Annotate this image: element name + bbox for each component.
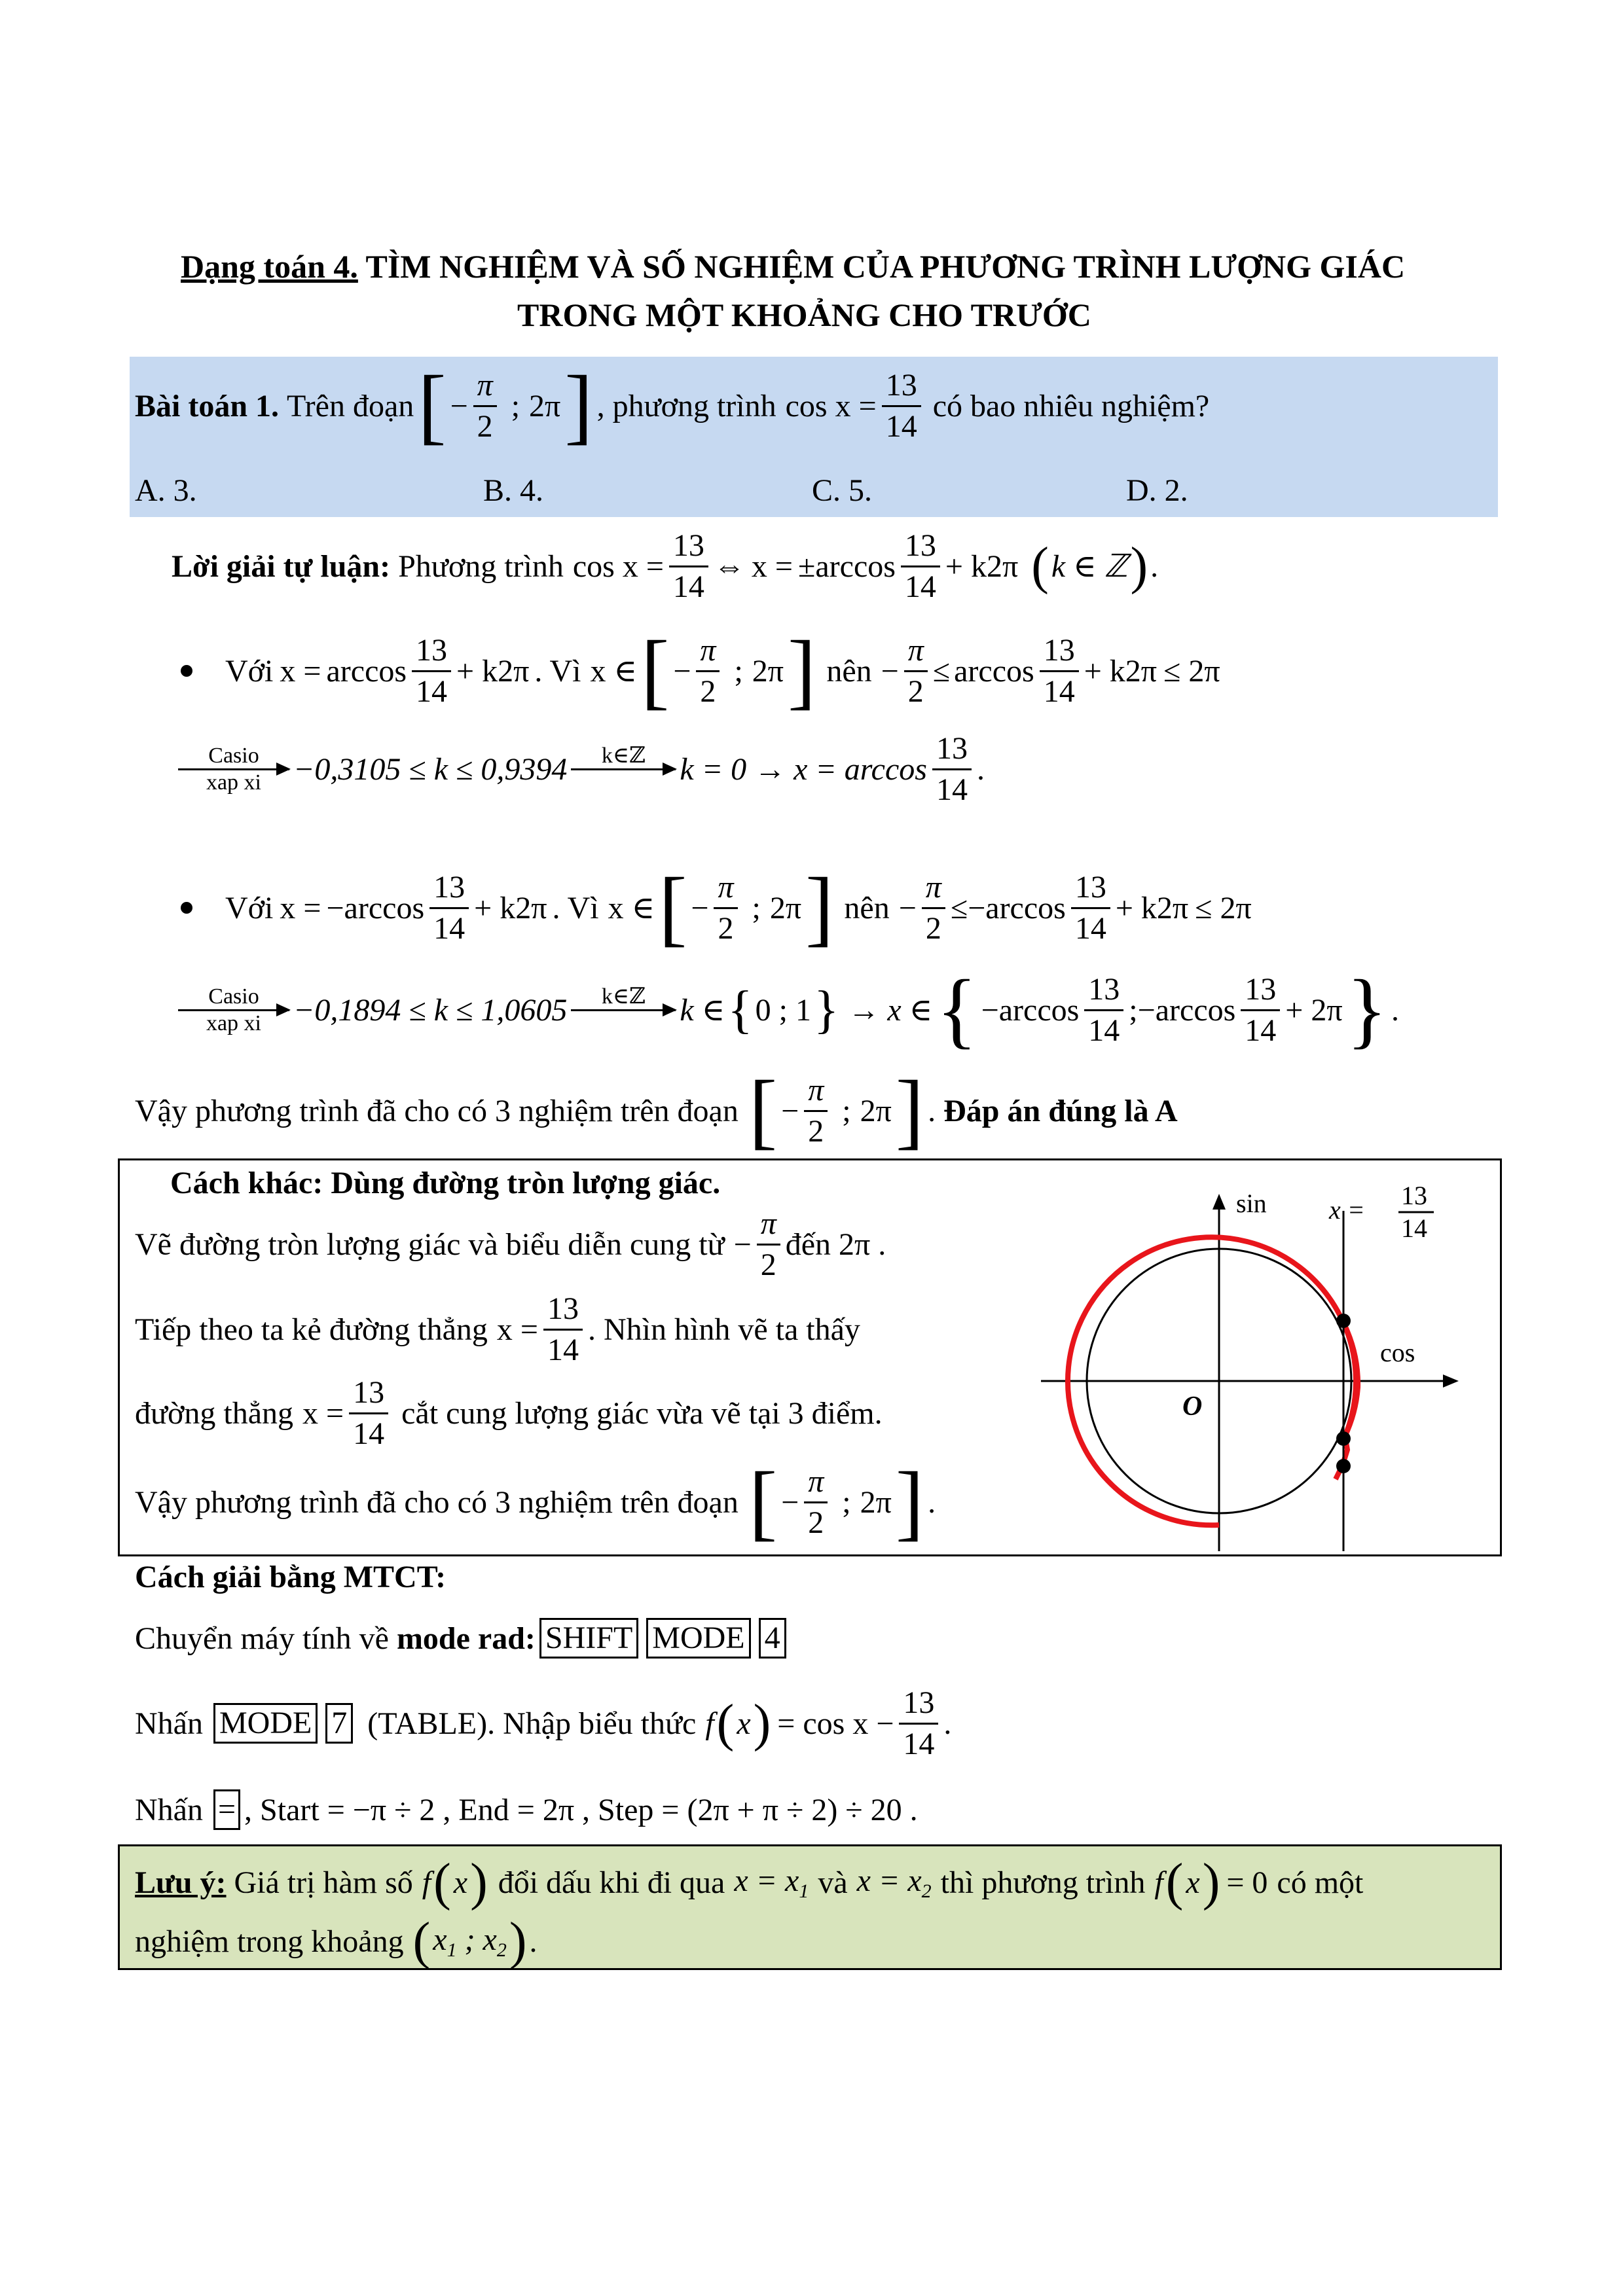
origin-label: O [1182,1391,1203,1422]
conclusion-line [135,1064,1178,1158]
page-title [181,247,1405,285]
brace-open-big: { [936,963,977,1057]
solution-intro [172,524,1158,609]
case1-prefix: Với [225,653,274,689]
fraction-13-14: $\frac{13}{14}$ [669,530,708,603]
x-var: x [453,1865,468,1900]
minus-sign: − [881,653,899,689]
press-label: Nhấn [135,1706,203,1741]
fig-den-14: 14 [1401,1213,1427,1243]
intersection-point-1 [1336,1314,1351,1328]
title-line2-text: TRONG MỘT KHOẢNG CHO TRƯỚC [517,296,1091,333]
arccos: arccos [344,890,425,925]
period: . [529,1924,538,1959]
period: . [1391,992,1400,1028]
plus-minus: ± [798,548,816,584]
alt-line4-text: Vậy phương trình đã cho có 3 nghiệm trên đoạn [135,1484,739,1520]
mtct-line3 [135,1780,918,1839]
paren-close: ) [753,1695,771,1752]
interval: $x_1$ ; $x_2$ [433,1922,507,1961]
alt-line3 [135,1371,883,1456]
fraction-13-14: $\frac{13}{14}$ [349,1377,388,1450]
k2pi: + k2π [945,548,1019,584]
fraction-13-14: $\frac{13}{14}$ [1071,872,1110,944]
paren-close: ) [1202,1854,1220,1911]
mode-rad-label: mode rad: [396,1621,536,1656]
minus-sign: − [898,890,917,925]
fx: f [1154,1865,1163,1900]
semicolon: ; [842,1484,851,1520]
alt-line3-text: đường thẳng [135,1395,294,1431]
fraction-13-14: $\frac{13}{14}$ [899,1687,938,1760]
option-a[interactable]: A. 3. [135,473,197,508]
fraction-13-14: $\frac{13}{14}$ [1040,635,1079,708]
two-pi: 2π [769,890,802,925]
case1-line [181,624,1220,718]
alt-line3-end: cắt cung lượng giác vừa vẽ tại 3 điểm. [401,1395,883,1431]
brace-open: { [727,981,753,1039]
cos-equation: cos x = [572,548,664,584]
alt-method-title: Cách khác: Dùng đường tròn lượng giác. [170,1166,721,1200]
semicolon: ; [752,890,761,925]
fraction-13-14: $\frac{13}{14}$ [543,1293,583,1366]
solution-intro-text: Phương trình [398,548,564,584]
equivalence: ⇔ [713,548,745,584]
fraction-pi-2: $\frac{\pi}{2}$ [714,872,737,944]
page-title-line2 [517,296,1091,334]
minus-sign: − [733,1227,752,1262]
unit-circle-figure [1021,1172,1493,1558]
fraction-pi-2: $\frac{\pi}{2}$ [804,1075,828,1147]
semicolon: ; [842,1093,851,1128]
case2-k: k ∈ [680,993,725,1028]
case1-nen: nên [826,653,872,689]
bracket-close: ] [895,1064,924,1158]
case1-range: −0,3105 ≤ k ≤ 0,9394 [293,751,568,787]
press-label: Nhấn [135,1792,203,1827]
problem-text-a: Trên đoạn [287,388,414,423]
fraction-pi-2: $\frac{\pi}{2}$ [473,370,497,442]
k-integer-arrow: k∈ℤ [571,745,676,794]
minus-sign: − [1137,992,1156,1028]
paren-open: ( [412,1912,431,1970]
le: ≤ [932,653,951,689]
bullet [181,902,192,914]
bracket-close: ] [805,861,834,955]
note-text4: thì phương trình [940,1865,1146,1900]
intersection-point-3 [1336,1459,1351,1473]
bracket-open: [ [418,359,447,453]
cos-equation: cos x = [785,388,877,423]
period: . [976,751,985,787]
fraction-pi-2: $\frac{\pi}{2}$ [904,635,928,708]
x-var: x [737,1706,751,1741]
case2-mid: . Vì [552,890,599,925]
fraction-13-14: $\frac{13}{14}$ [901,530,940,603]
paren-open: ( [1031,537,1049,595]
note-line2 [135,1912,538,1970]
bracket-close: ] [895,1455,924,1549]
paren-open: ( [1165,1854,1184,1911]
two-pi: 2π [752,653,784,689]
sin-axis-arrow [1213,1194,1226,1210]
alt-line1-end: đến 2π . [785,1227,886,1262]
eq-cos: = cos x − [777,1706,894,1741]
two-pi: 2π [860,1093,892,1128]
x-equals: x = [302,1395,344,1431]
paren-open: ( [716,1695,735,1752]
answer-text: Đáp án đúng là A [943,1093,1178,1128]
shift-key[interactable]: SHIFT [539,1618,638,1658]
mode-key[interactable]: MODE [646,1618,750,1658]
option-c[interactable]: C. 5. [812,473,873,508]
equals-key[interactable]: = [213,1789,240,1829]
x-equals: x = [280,653,321,689]
alt-line1 [135,1202,886,1287]
mtct-line1 [135,1615,790,1661]
bracket-close: ] [788,624,816,718]
minus-sign: − [968,890,986,925]
bracket-open: [ [748,1455,778,1549]
problem-label: Bài toán 1. [135,388,280,423]
brace-close: } [813,981,839,1039]
solution-label: Lời giải tự luận: [172,548,391,584]
period: . [928,1093,936,1128]
fig-num-13: 13 [1401,1181,1427,1210]
case2-prefix: Với [225,890,274,925]
semicolon: ; [1129,992,1138,1028]
k2pi: + k2π [1084,653,1157,689]
k-in-z: k ∈ ℤ [1051,549,1128,584]
arccos: arccos [998,992,1080,1028]
bracket-open: [ [659,861,687,955]
x-in: x ∈ [608,891,655,925]
note-text2: đổi dấu khi đi qua [498,1865,725,1900]
key-7[interactable]: 7 [325,1703,353,1743]
arccos: arccos [815,548,896,584]
fraction-13-14: $\frac{13}{14}$ [882,370,921,442]
start-end-step: , Start = −π ÷ 2 , End = 2π , Step = (2π + π ÷ 2) ÷ 20 . [244,1792,918,1827]
minus-sign: − [450,388,468,423]
x-equals: x = [751,548,793,584]
k2pi: + k2π [1115,890,1189,925]
arccos: arccos [326,653,407,689]
le: ≤ [950,890,968,925]
table-text: (TABLE). Nhập biểu thức [367,1706,697,1741]
arccos: arccos [1155,992,1236,1028]
bracket-close: ] [564,359,593,453]
le-2pi: ≤ 2π [1195,890,1252,925]
casio-arrow: Casio xap xi [178,986,289,1035]
conclusion-text: Vậy phương trình đã cho có 3 nghiệm trên đoạn [135,1093,739,1128]
note-line1 [135,1856,1363,1909]
fraction-pi-2: $\frac{\pi}{2}$ [696,635,720,708]
option-d[interactable]: D. 2. [1126,473,1188,508]
x-equals: x = [280,890,321,925]
case2-nen: nên [844,890,890,925]
paren-open: ( [433,1854,451,1911]
fraction-pi-2: $\frac{\pi}{2}$ [757,1208,780,1281]
minus-sign: − [691,890,709,925]
cos-axis-arrow [1443,1374,1459,1388]
fx: f [422,1865,431,1900]
fraction-13-14: $\frac{13}{14}$ [1084,974,1123,1047]
x-eq-x2: $x = x_2$ [856,1863,932,1902]
fraction-pi-2: $\frac{\pi}{2}$ [804,1466,828,1539]
bullet [181,665,192,677]
fraction-13-14: $\frac{13}{14}$ [932,733,972,806]
paren-close: ) [470,1854,488,1911]
semicolon: ; [734,653,743,689]
period: . [1150,548,1159,584]
arccos: arccos [954,653,1034,689]
title-prefix: Dạng toán 4. [181,248,358,285]
k-integer-arrow: k∈ℤ [571,986,676,1035]
paren-close: ) [509,1912,527,1970]
minus-sign: − [981,992,999,1028]
le-2pi: ≤ 2π [1163,653,1220,689]
k2pi: + k2π [474,890,547,925]
bracket-open: [ [748,1064,778,1158]
alt-line2-text: Tiếp theo ta kẻ đường thẳng [135,1312,488,1347]
cos-label: cos [1380,1338,1415,1367]
problem-text-c: có bao nhiêu nghiệm? [932,388,1210,423]
title-line1: TÌM NGHIỆM VÀ SỐ NGHIỆM CỦA PHƯƠNG TRÌNH LƯỢNG GIÁC [357,248,1406,285]
fraction-pi-2: $\frac{\pi}{2}$ [922,872,945,944]
note-text6: nghiệm trong khoảng [135,1924,404,1959]
key-4[interactable]: 4 [759,1618,786,1658]
bracket-open: [ [641,624,670,718]
intersection-point-2 [1336,1431,1351,1446]
paren-close: ) [1130,537,1148,595]
x-equals: x = [496,1312,538,1347]
x-eq-x1: $x = x_1$ [734,1863,809,1902]
note-text3: và [818,1865,848,1900]
problem-statement [135,359,1210,453]
note-text1: Giá trị hàm số [234,1865,413,1900]
note-label: Lưu ý: [135,1865,227,1900]
case2-range: −0,1894 ≤ k ≤ 1,0605 [293,992,568,1028]
minus-sign: − [781,1484,799,1520]
k2pi: + k2π [456,653,530,689]
casio-arrow: Casio xap xi [178,745,289,794]
case1-mid: . Vì [534,653,581,689]
fx-expression: f [705,1706,714,1741]
eq-zero: = 0 [1226,1865,1268,1900]
x-in: → x ∈ [848,993,933,1028]
two-pi: 2π [860,1484,892,1520]
k-set: 0 ; 1 [755,992,811,1028]
x-var: x [1186,1865,1200,1900]
minus-sign: − [781,1093,799,1128]
minus-sign: − [673,653,691,689]
problem-text-b: , phương trình [596,388,776,423]
alt-line4 [135,1455,936,1549]
fraction-13-14: $\frac{13}{14}$ [429,872,469,944]
case1-result [174,726,985,812]
brace-close-big: } [1346,963,1388,1057]
mtct-title: Cách giải bằng MTCT: [135,1560,447,1594]
fraction-13-14: $\frac{13}{14}$ [1241,974,1280,1047]
alt-line1-text: Vẽ đường tròn lượng giác và biểu diễn cung từ [135,1227,725,1262]
case1-k: k = 0 → x = arccos [680,751,927,787]
mtct-line1-text: Chuyển máy tính về [135,1621,389,1656]
x-eq-label: x = [1329,1195,1365,1225]
sin-label: sin [1236,1189,1267,1218]
x-in: x ∈ [590,654,638,689]
arccos: arccos [985,890,1066,925]
two-pi: 2π [529,388,561,423]
period: . [928,1484,936,1520]
semicolon: ; [511,388,520,423]
option-b[interactable]: B. 4. [483,473,544,508]
alt-line2-end: . Nhìn hình vẽ ta thấy [587,1312,860,1347]
case2-line [181,861,1252,955]
plus-2pi: + 2π [1285,992,1343,1028]
case2-result [174,963,1400,1057]
mtct-line2 [135,1681,951,1766]
alt-line2 [135,1287,860,1372]
mode-key[interactable]: MODE [213,1703,318,1743]
fraction-13-14: $\frac{13}{14}$ [412,635,451,708]
minus-sign: − [326,890,344,925]
period: . [943,1706,952,1741]
note-text5: có một [1277,1865,1364,1900]
